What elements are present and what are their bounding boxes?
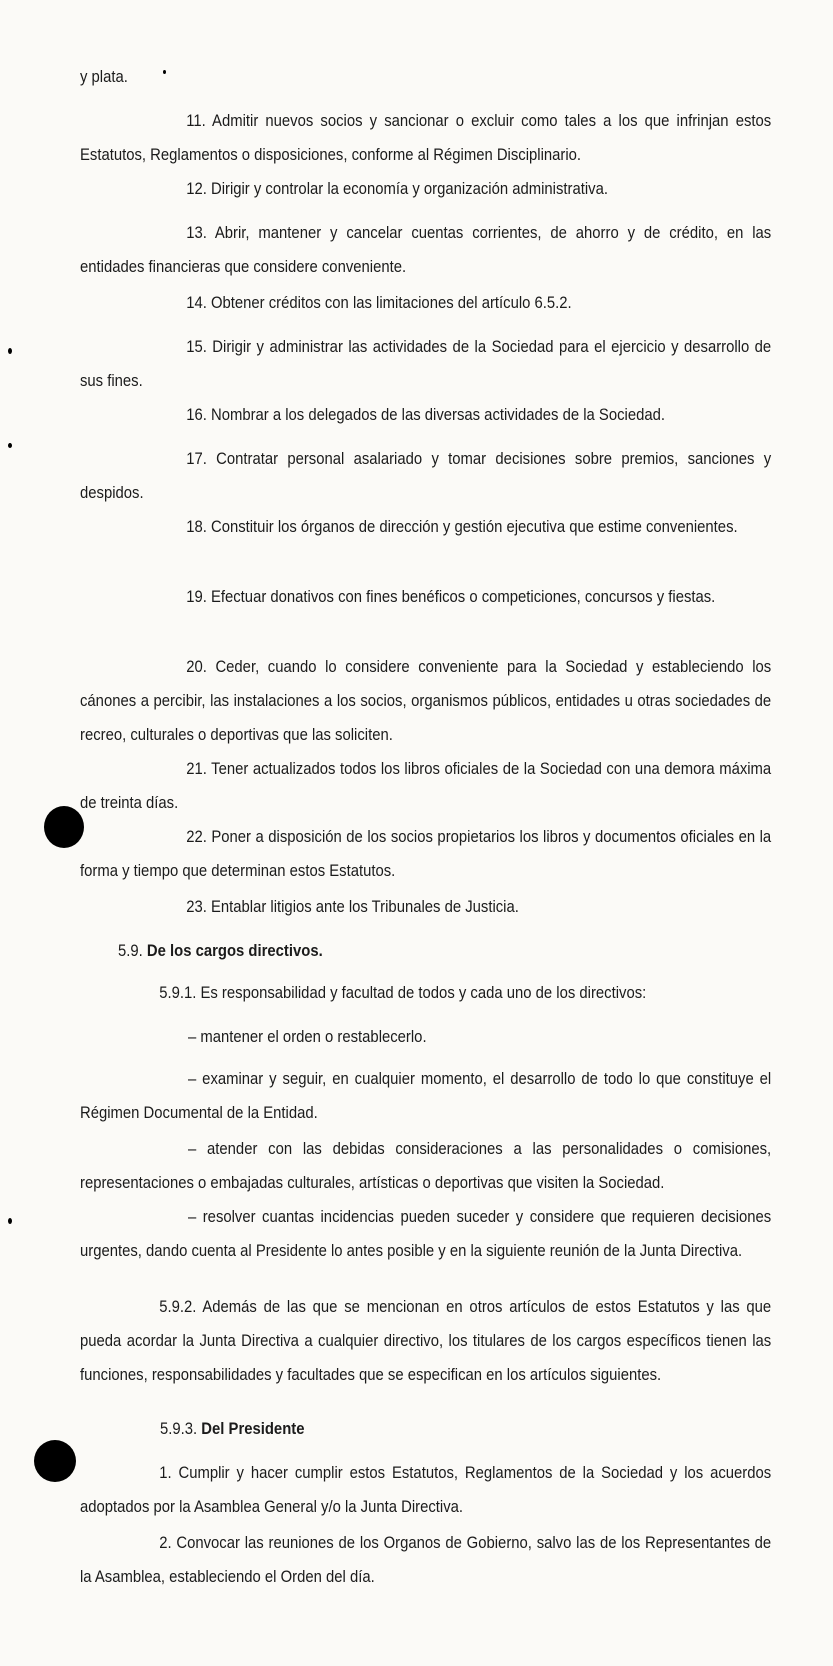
margin-mark [8, 443, 12, 448]
punch-hole-top [44, 806, 84, 848]
speck-mark [163, 70, 166, 74]
section-heading-5-9-3 [160, 1412, 833, 1446]
section-title: De los cargos directivos. [146, 942, 323, 960]
section-title: Del Presidente [201, 1420, 305, 1438]
item-22: 22. Poner a disposición de los socios propietarios los libros y documentos oficiales en la forma y tiempo que determinan estos Estatutos. [80, 828, 772, 880]
item-17: 17. Contratar personal asalariado y tomar decisiones sobre premios, sanciones y despidos. [80, 450, 772, 502]
paragraph-y-plata: y plata. [80, 68, 128, 86]
duty-item-1: – mantener el orden o restablecerlo. [188, 1028, 427, 1046]
duty-item-4: – resolver cuantas incidencias pueden suceder y considere que requieren decisiones urgentes, dando cuenta al Presidente lo antes posible y en la siguiente reunión de la Junta Directiva. [80, 1208, 772, 1260]
president-item-1: 1. Cumplir y hacer cumplir estos Estatutos, Reglamentos de la Sociedad y los acuerdos adoptados por la Asamblea General y/o la Junta Directiva. [80, 1464, 772, 1516]
clause-5-9-1: 5.9.1. Es responsabilidad y facultad de todos y cada uno de los directivos: [159, 984, 647, 1002]
item-23: 23. Entablar litigios ante los Tribunales de Justicia. [186, 898, 519, 916]
duty-item-2: – examinar y seguir, en cualquier momento, el desarrollo de todo lo que constituye el Régimen Documental de la Entidad. [80, 1070, 772, 1122]
section-number: 5.9. [118, 942, 143, 960]
duty-item-3: – atender con las debidas consideraciones a las personalidades o comisiones, representaciones o embajadas culturales, artísticas o deportivas que visiten la Sociedad. [80, 1140, 772, 1192]
section-heading-5-9 [118, 934, 809, 968]
margin-mark [8, 1218, 12, 1224]
item-21: 21. Tener actualizados todos los libros oficiales de la Sociedad con una demora máxima de treinta días. [80, 760, 772, 812]
item-19: 19. Efectuar donativos con fines benéficos o competiciones, concursos y fiestas. [186, 588, 716, 606]
item-14: 14. Obtener créditos con las limitaciones del artículo 6.5.2. [186, 294, 572, 312]
item-11: 11. Admitir nuevos socios y sancionar o excluir como tales a los que infrinjan estos Estatutos, Reglamentos o disposiciones, conforme al Régimen Disciplinario. [80, 112, 772, 164]
item-13: 13. Abrir, mantener y cancelar cuentas corrientes, de ahorro y de crédito, en las entidades financieras que considere conveniente. [80, 224, 772, 276]
item-18: 18. Constituir los órganos de dirección y gestión ejecutiva que estime convenientes. [186, 518, 738, 536]
punch-hole-bottom [34, 1440, 76, 1482]
margin-mark [8, 348, 12, 354]
item-16: 16. Nombrar a los delegados de las diversas actividades de la Sociedad. [186, 406, 665, 424]
clause-5-9-2: 5.9.2. Además de las que se mencionan en otros artículos de estos Estatutos y las que pueda acordar la Junta Directiva a cualquier directivo, los titulares de los cargos específicos tienen las funciones, responsabilidades y facultades que se especifican en los artículos siguientes. [80, 1298, 772, 1384]
item-12: 12. Dirigir y controlar la economía y organización administrativa. [186, 180, 608, 198]
item-15: 15. Dirigir y administrar las actividades de la Sociedad para el ejercicio y desarrollo de sus fines. [80, 338, 772, 390]
item-20: 20. Ceder, cuando lo considere conveniente para la Sociedad y estableciendo los cánones a percibir, las instalaciones a los socios, organismos públicos, entidades u otras sociedades de recreo, culturales o deportivas que las soliciten. [80, 658, 772, 744]
president-item-2: 2. Convocar las reuniones de los Organos de Gobierno, salvo las de los Representantes de la Asamblea, estableciendo el Orden del día. [80, 1534, 772, 1586]
section-number: 5.9.3. [160, 1420, 198, 1438]
